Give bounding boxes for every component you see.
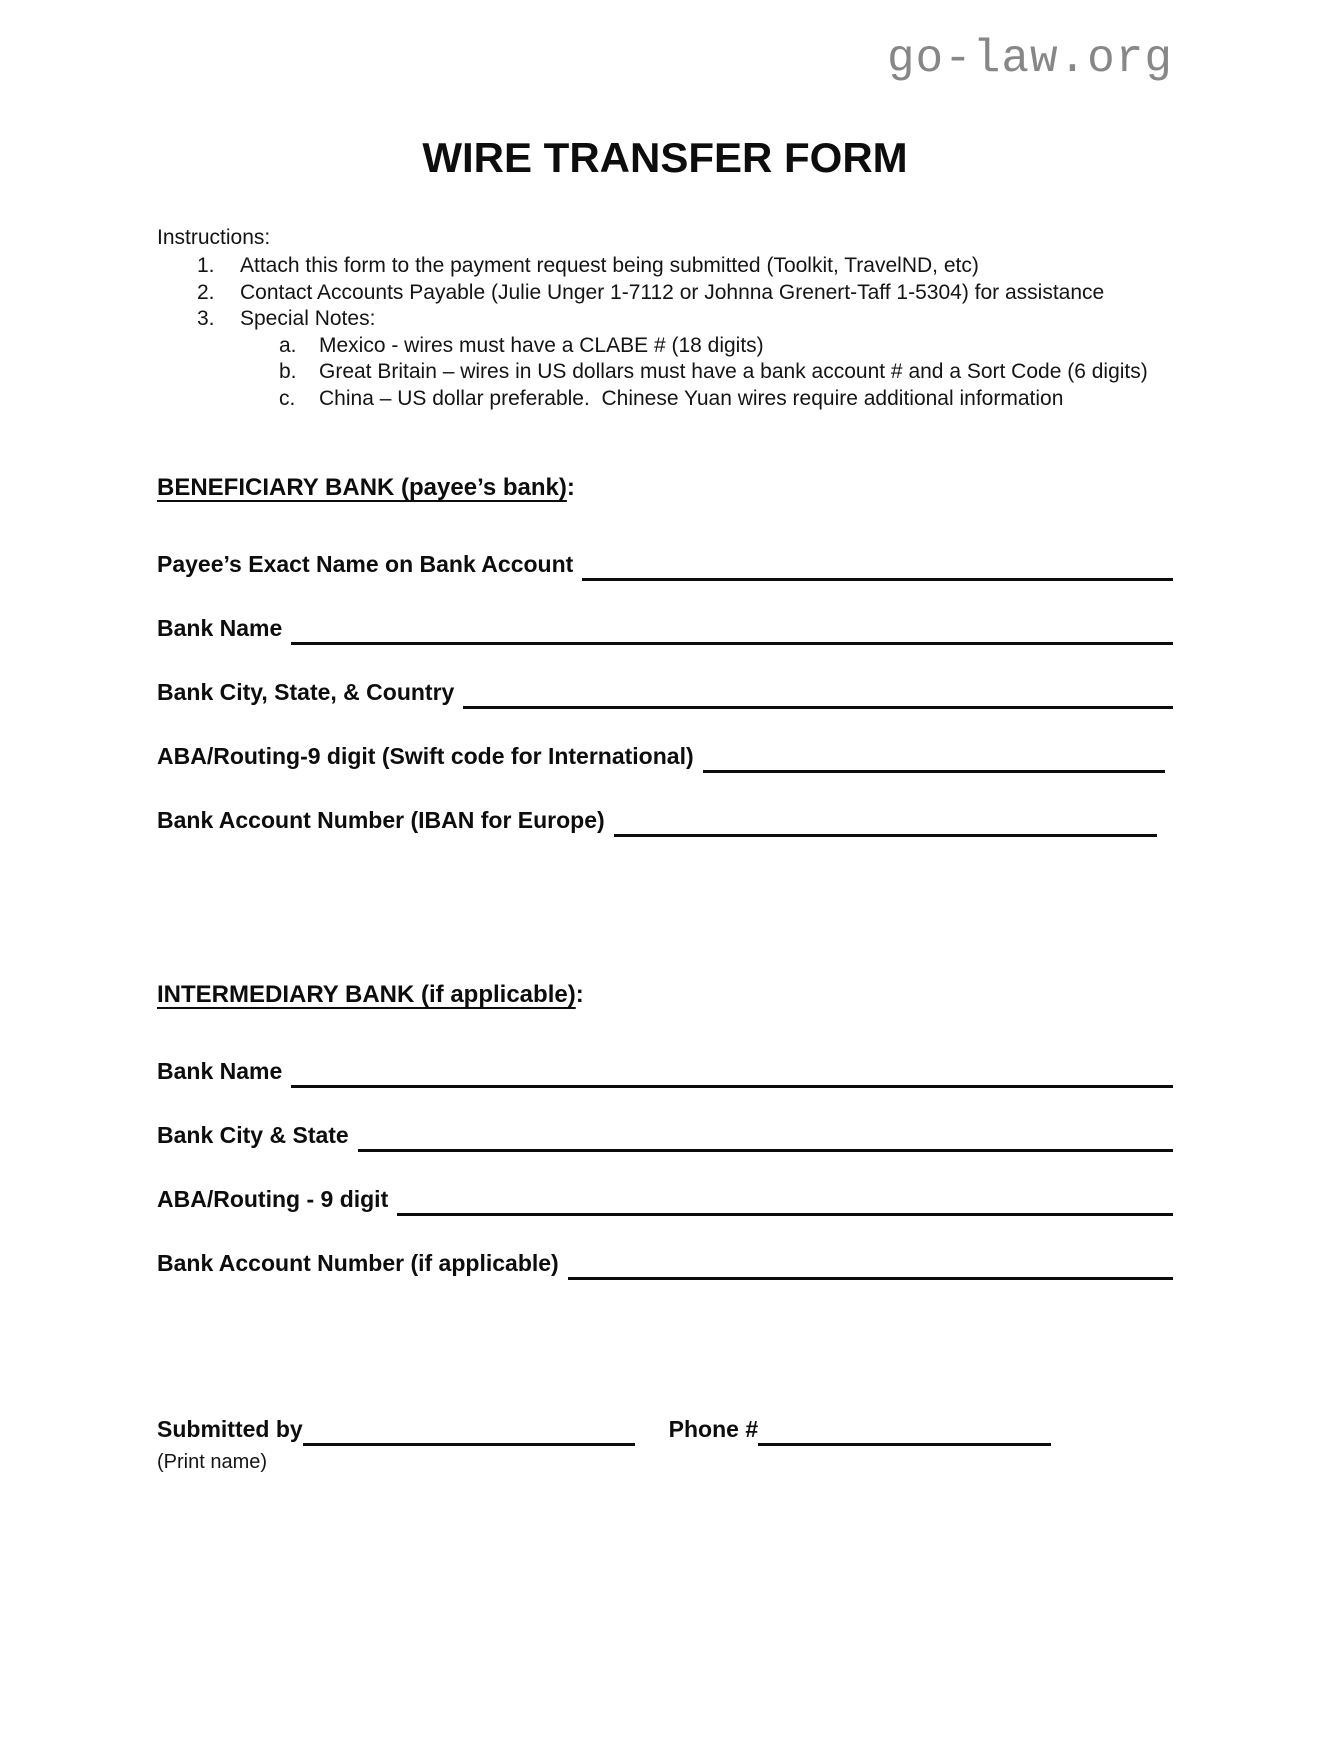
fill-line <box>397 1213 1173 1216</box>
fill-line <box>291 1085 1173 1088</box>
instruction-number: 1. <box>197 254 215 278</box>
instruction-letter: b. <box>279 360 297 384</box>
print-name-note: (Print name) <box>157 1450 268 1473</box>
intermediary-bank-heading <box>157 981 1173 1010</box>
fill-line <box>703 770 1165 773</box>
field-label: Bank Account Number (IBAN for Europe) <box>157 807 605 834</box>
submitted-by-label: Submitted by <box>157 1415 303 1442</box>
field-label: Bank Name <box>157 1057 283 1084</box>
instruction-text: Special Notes: <box>240 307 376 331</box>
instructions-section <box>157 225 1173 412</box>
fill-line <box>463 706 1173 709</box>
field-row-bank-city-state-country <box>157 677 1173 707</box>
instruction-letter: c. <box>279 386 296 410</box>
fill-line <box>303 1443 635 1446</box>
fill-line <box>358 1149 1173 1152</box>
field-label: Bank Name <box>157 615 283 642</box>
page-title: WIRE TRANSFER FORM <box>422 133 908 181</box>
intermediary-bank-section <box>157 981 1173 1278</box>
instruction-item-2 <box>157 280 1173 306</box>
instruction-text: Attach this form to the payment request being submitted (Toolkit, TravelND, etc) <box>240 254 979 278</box>
instruction-subitem-a <box>157 333 1173 359</box>
phone-label: Phone # <box>668 1415 759 1442</box>
field-row-bank-city-state <box>157 1120 1173 1150</box>
field-row-bank-account-number <box>157 805 1173 835</box>
instruction-text: Mexico - wires must have a CLABE # (18 digits) <box>319 333 764 357</box>
field-label: Payee’s Exact Name on Bank Account <box>157 551 574 578</box>
field-label: Bank Account Number (if applicable) <box>157 1249 559 1276</box>
instruction-text: China – US dollar preferable. Chinese Yuan wires require additional information <box>319 386 1064 410</box>
beneficiary-fields <box>157 549 1173 835</box>
heading-colon: : <box>575 980 584 1008</box>
go-law-logo: go-law.org <box>886 33 1173 85</box>
instructions-label: Instructions: <box>157 225 271 249</box>
footer-section <box>157 1414 1173 1474</box>
instruction-subitem-c <box>157 386 1173 412</box>
instruction-text: Contact Accounts Payable (Julie Unger 1-7112 or Johnna Grenert-Taff 1-5304) for assistance <box>240 280 1105 304</box>
fill-line <box>568 1277 1173 1280</box>
instruction-item-1 <box>157 253 1173 279</box>
beneficiary-bank-section <box>157 474 1173 835</box>
instruction-subitem-b <box>157 359 1173 385</box>
fill-line <box>291 642 1173 645</box>
intermediary-bank-heading-text: INTERMEDIARY BANK (if applicable) <box>157 980 576 1008</box>
instruction-number: 2. <box>197 280 215 304</box>
fill-line <box>582 578 1173 581</box>
field-row-bank-account-number <box>157 1248 1173 1278</box>
beneficiary-bank-heading <box>157 474 1173 503</box>
submitted-by-row <box>157 1414 1173 1444</box>
heading-colon: : <box>566 473 575 501</box>
intermediary-fields <box>157 1056 1173 1278</box>
field-row-aba-routing <box>157 1184 1173 1214</box>
fill-line <box>614 834 1157 837</box>
field-row-payee-name <box>157 549 1173 579</box>
field-label: Bank City, State, & Country <box>157 679 455 706</box>
field-row-bank-name <box>157 1056 1173 1086</box>
instruction-number: 3. <box>197 307 215 331</box>
beneficiary-bank-heading-text: BENEFICIARY BANK (payee’s bank) <box>157 473 567 501</box>
field-row-bank-name <box>157 613 1173 643</box>
field-row-aba-routing <box>157 741 1173 771</box>
field-label: Bank City & State <box>157 1121 349 1148</box>
fill-line <box>758 1443 1051 1446</box>
field-label: ABA/Routing - 9 digit <box>157 1185 389 1212</box>
instruction-text: Great Britain – wires in US dollars must have a bank account # and a Sort Code (6 digits) <box>319 360 1148 384</box>
instruction-letter: a. <box>279 333 297 357</box>
instruction-item-3 <box>157 306 1173 332</box>
field-label: ABA/Routing-9 digit (Swift code for International) <box>157 743 694 770</box>
